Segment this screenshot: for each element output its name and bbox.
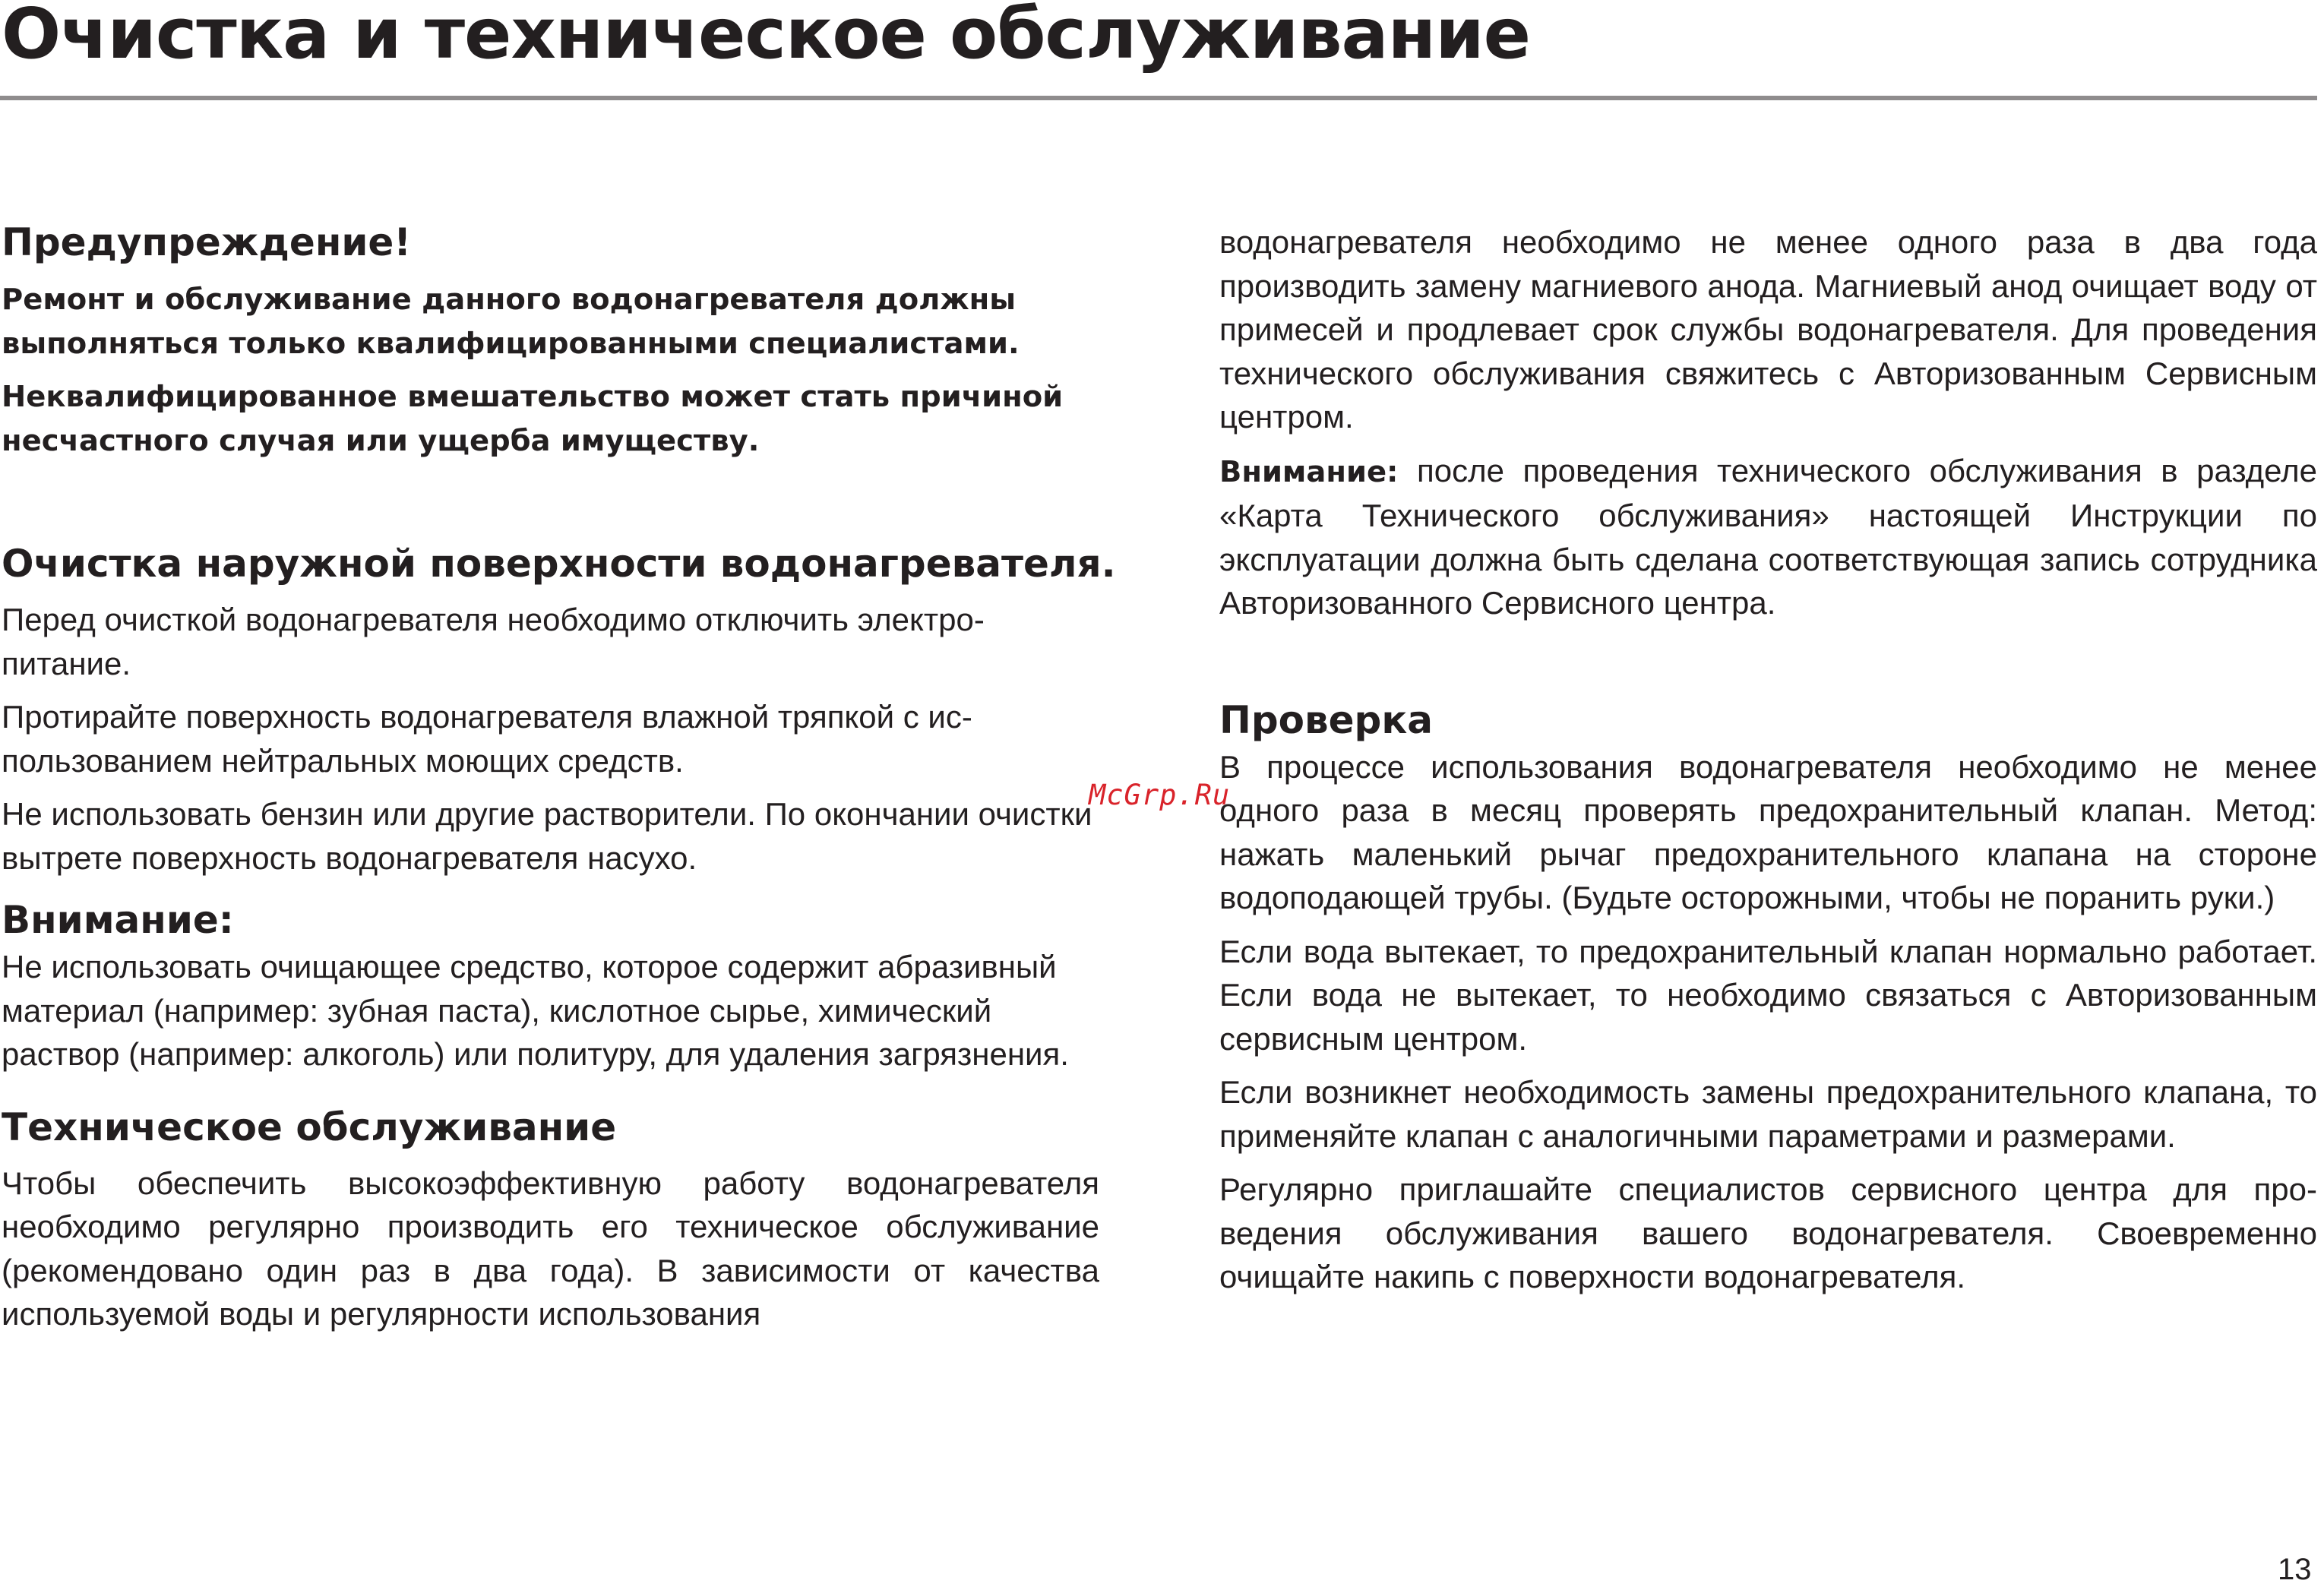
attention-heading: Внимание: [2, 898, 234, 942]
check-heading: Проверка [1219, 697, 1434, 742]
check-paragraph-4: Регулярно приглашайте специалистов сервисного центра для проведения обслуживания вашего водонагревателя. Своевременно очищайте накипь с поверхности водонагревателя. [1219, 1171, 2317, 1294]
warning-paragraph-1: Ремонт и обслуживание данного водонагревателя должны выполняться только квалифицированными специалистами. [2, 283, 1020, 361]
page-number: 13 [2278, 1553, 2312, 1586]
attention-paragraph: Не использовать очищающее средство, которое содержит абразивный материал (например: зубная паста), кислотное сырье, химический раствор (например: алкоголь) или политуру, для удаления загрязнения. [2, 949, 1069, 1072]
title-divider [0, 96, 2317, 100]
maintenance-continuation: водонагревателя необходимо не менее одного раза в два года производить замену магниевого анода. Магниевый анод очищает воду от примесей и продлевает срок службы водонагревателя. Для проведения технического обслуживания свяжитесь с Авторизованным Сервисным центром. [1219, 224, 2317, 435]
maintenance-paragraph: Чтобы обеспечить высокоэффективную работу водонагревателя необходимо регулярно производить его техническое обслуживание (рекомендовано один раз в два года). В зависимости от качества используемой воды и регулярности использования [2, 1165, 1099, 1332]
cleaning-paragraph-3: Не использовать бензин или другие растворители. По окончании очистки вытрете поверхность водонагревателя насухо. [2, 796, 1092, 876]
cleaning-paragraph-1: Перед очисткой водонагревателя необходимо отключить электропитание. [2, 602, 985, 681]
check-paragraph-1: В процессе использования водонагревателя необходимо не менее одного раза в месяц проверять предохранительный клапан. Метод: нажать маленький рычаг предохранительного клапана на стороне водоподающей трубы. (Будьте осторожными, чтобы не поранить руки.) [1219, 748, 2317, 915]
warning-section [2, 217, 1099, 463]
left-column [2, 217, 1116, 1336]
warning-paragraph-2: Неквалифицированное вмешательство может стать причиной несчастного случая или ущерба имуществу. [2, 380, 1064, 458]
warning-heading: Предупреждение! [2, 220, 412, 264]
page-title: Очистка и техническое обслуживание [2, 0, 1531, 74]
check-paragraph-2: Если вода вытекает, то предохранительный клапан нормально работает. Если вода не вытекает, то необходимо связаться с Авторизованным сервисным центром. [1219, 933, 2317, 1057]
maintenance-heading: Техническое обслуживание [2, 1105, 617, 1149]
service-notice-text: после проведения технического обслуживания в разделе «Карта Технического обслуживания» настоящей Инструкции по эксплуатации должна быть сделана соответствующая запись сотрудника Авторизованного Сервисного центра. [1219, 452, 2317, 621]
service-notice-label: Внимание: [1219, 454, 1399, 489]
service-notice-paragraph [1219, 449, 2317, 625]
check-section [1219, 695, 2317, 1299]
cleaning-heading: Очистка наружной поверхности водонагревателя. [2, 542, 1116, 586]
cleaning-paragraph-2: Протирайте поверхность водонагревателя влажной тряпкой с использованием нейтральных моющих средств. [2, 699, 972, 779]
right-column [1219, 220, 2317, 1299]
cleaning-section [2, 539, 1116, 880]
maintenance-section [2, 1102, 1099, 1336]
watermark-text: McGrp.Ru [1089, 779, 1231, 811]
check-paragraph-3: Если возникнет необходимость замены предохранительного клапана, то применяйте клапан с аналогичными параметрами и размерами. [1219, 1074, 2317, 1154]
attention-section [2, 895, 1099, 1076]
